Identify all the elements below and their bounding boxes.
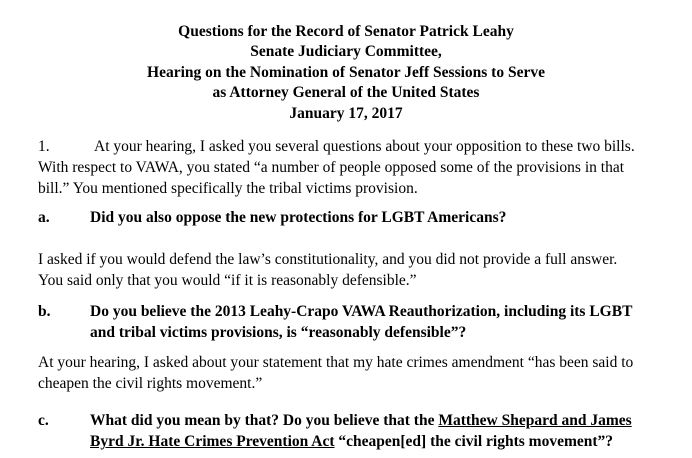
title-line-1: Questions for the Record of Senator Patrick Leahy bbox=[178, 23, 514, 40]
question-a bbox=[38, 207, 506, 228]
paragraph-3-line-1: At your hearing, I asked about your statement that my hate crimes amendment “has been said to bbox=[38, 354, 634, 371]
paragraph-1 bbox=[38, 136, 635, 199]
paragraph-2-line-2: You said only that you would “if it is reasonably defensible.” bbox=[38, 272, 417, 289]
question-a-letter: a. bbox=[38, 209, 50, 226]
paragraph-3 bbox=[38, 352, 633, 394]
title-line-4: as Attorney General of the United States bbox=[212, 84, 480, 102]
question-a-text: Did you also oppose the new protections for LGBT Americans? bbox=[90, 209, 507, 226]
question-b bbox=[38, 301, 632, 343]
question-b-line-1: Do you believe the 2013 Leahy-Crapo VAWA Reauthorization, including its LGBT bbox=[90, 303, 633, 320]
title-line-2: Senate Judiciary Committee, bbox=[250, 43, 442, 61]
question-b-line-2: and tribal victims provisions, is “reasonably defensible”? bbox=[90, 324, 467, 341]
hate-crimes-act-title: Matthew Shepard and James bbox=[438, 412, 632, 429]
paragraph-1-line-1: At your hearing, I asked you several questions about your opposition to these two bills. bbox=[94, 138, 635, 155]
question-c-line-2-text: “cheapen[ed] the civil rights movement”? bbox=[334, 433, 614, 450]
paragraph-3-line-2: cheapen the civil rights movement.” bbox=[38, 375, 263, 392]
question-c-line-1-text: What did you mean by that? Do you believe that the bbox=[90, 412, 439, 429]
paragraph-1-line-2: With respect to VAWA, you stated “a number of people opposed some of the provisions in that bbox=[38, 159, 625, 176]
title-line-3: Hearing on the Nomination of Senator Jeff Sessions to Serve bbox=[147, 63, 545, 81]
title-date: January 17, 2017 bbox=[289, 104, 403, 122]
hate-crimes-act-title-continued: Byrd Jr. Hate Crimes Prevention Act bbox=[90, 433, 335, 450]
question-c-letter: c. bbox=[38, 412, 49, 429]
question-b-letter: b. bbox=[38, 303, 51, 320]
paragraph-2-line-1: I asked if you would defend the law’s constitutionality, and you did not provide a full answer. bbox=[38, 251, 618, 268]
paragraph-1-line-3: bill.” You mentioned specifically the tribal victims provision. bbox=[38, 180, 418, 197]
paragraph-2 bbox=[38, 249, 617, 291]
document-title bbox=[0, 22, 692, 124]
paragraph-number: 1. bbox=[38, 138, 50, 155]
question-c bbox=[38, 410, 632, 452]
